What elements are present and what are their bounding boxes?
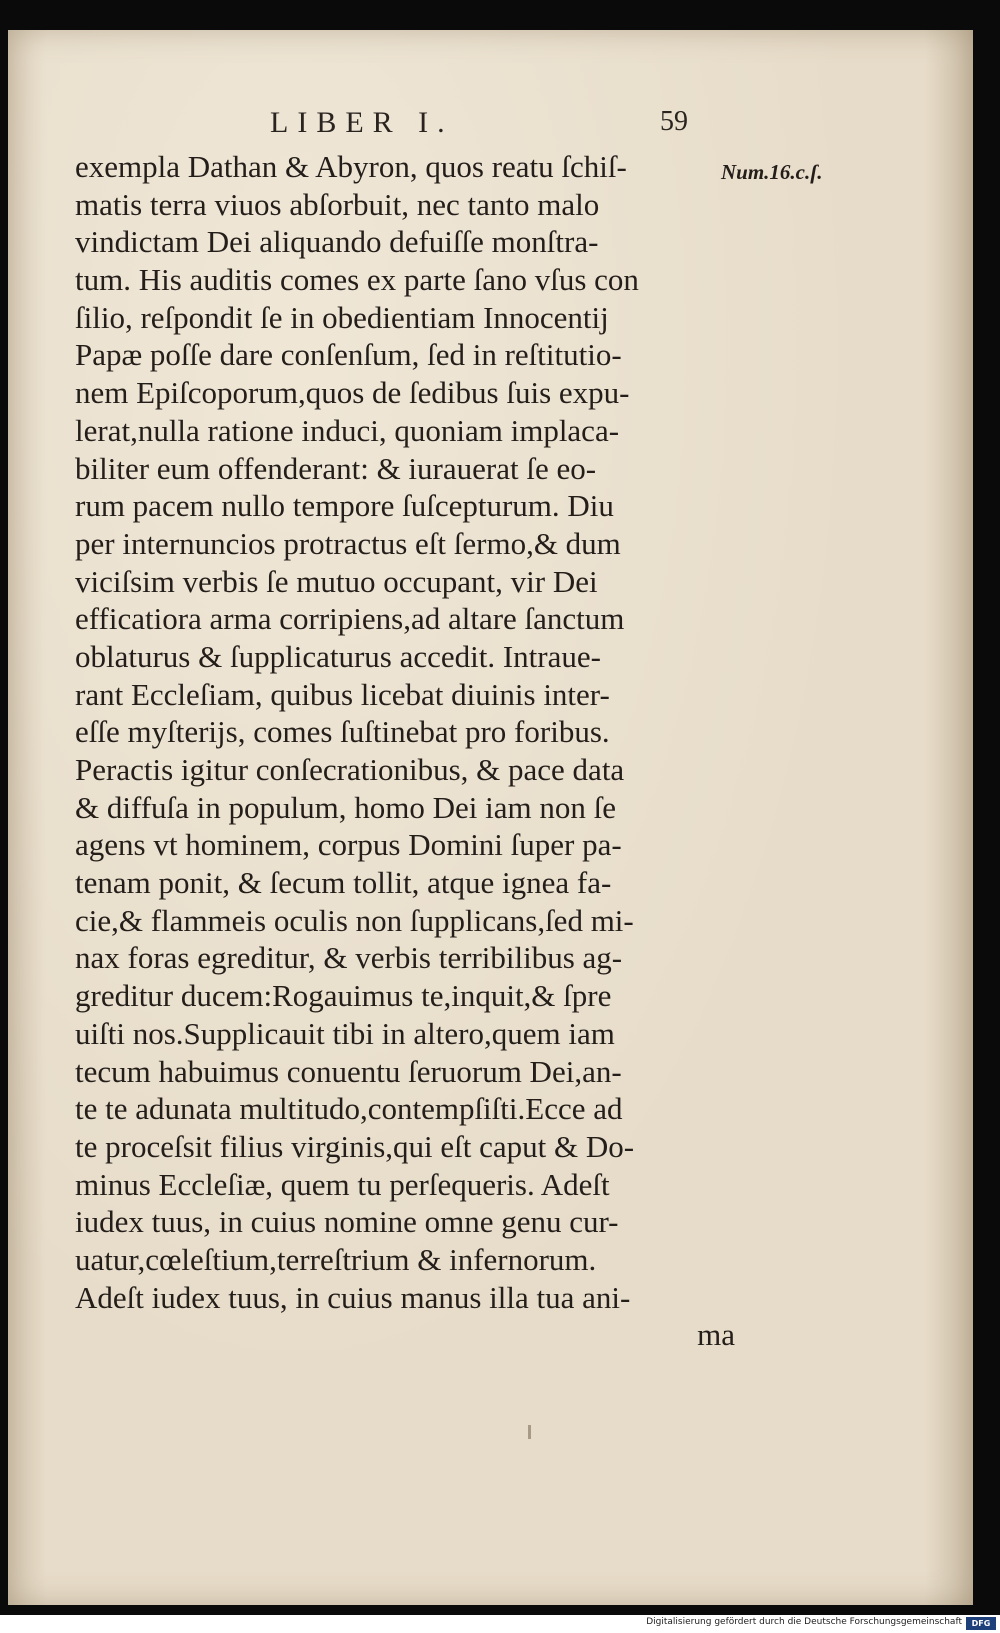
text-line: vindictam Dei aliquando defuiſſe monſtra- [75, 224, 599, 260]
text-line: te proceſsit filius virginis,qui eſt caput & Do- [75, 1128, 635, 1164]
margin-note: Num.16.c.ſ. [721, 160, 823, 184]
text-line: eſſe myſterijs, comes ſuſtinebat pro foribus. [75, 714, 610, 750]
text-line: agens vt hominem, corpus Domini ſuper pa- [75, 827, 622, 863]
text-line: tum. His auditis comes ex parte ſano vſus con [75, 262, 639, 298]
text-line: oblaturus & ſupplicaturus accedit. Intraue- [75, 638, 601, 674]
text-line: Adeſt iudex tuus, in cuius manus illa tua ani- [75, 1279, 631, 1315]
running-head-title: LIBER I. [270, 106, 454, 139]
paper-stain [528, 1425, 531, 1439]
digitization-footer [0, 1615, 1000, 1633]
text-line: nax foras egreditur, & verbis terribilibus ag- [75, 940, 623, 976]
text-line: ſilio, reſpondit ſe in obedientiam Innocentij [75, 299, 609, 335]
text-line: Papæ poſſe dare conſenſum, ſed in reſtitutio- [75, 337, 622, 373]
page-number: 59 [660, 106, 688, 137]
catchword: ma [697, 1317, 735, 1353]
text-line: rum pacem nullo tempore ſuſcepturum. Diu [75, 488, 614, 524]
text-line: cie,& flammeis oculis non ſupplicans,ſed mi- [75, 902, 634, 938]
text-line: uatur,cœleſtium,terreſtrium & infernorum. [75, 1241, 597, 1277]
text-line: lerat,nulla ratione induci, quoniam implaca- [75, 412, 620, 448]
text-line: te te adunata multitudo,contempſiſti.Ecce ad [75, 1091, 623, 1127]
text-line: & diffuſa in populum, homo Dei iam non ſe [75, 789, 617, 825]
book-page [8, 30, 973, 1605]
text-line: greditur ducem:Rogauimus te,inquit,& ſpre [75, 978, 612, 1014]
text-line: rant Eccleſiam, quibus licebat diuinis inter- [75, 676, 610, 712]
text-line: uiſti nos.Supplicauit tibi in altero,quem iam [75, 1015, 615, 1051]
dfg-logo: DFG [966, 1617, 996, 1630]
text-line: matis terra viuos abſorbuit, nec tanto malo [75, 186, 600, 222]
text-line: minus Eccleſiæ, quem tu perſequeris. Adeſt [75, 1166, 610, 1202]
text-line: iudex tuus, in cuius nomine omne genu cur- [75, 1204, 619, 1240]
text-line: viciſsim verbis ſe mutuo occupant, vir Dei [75, 563, 598, 599]
text-line: Peractis igitur conſecrationibus, & pace data [75, 752, 625, 787]
text-line: nem Epiſcoporum,quos de ſedibus ſuis expu- [75, 375, 630, 411]
text-line: biliter eum offenderant: & iurauerat ſe eo- [75, 450, 597, 486]
text-line: efficatiora arma corripiens,ad altare ſanctum [75, 601, 625, 637]
text-line: tecum habuimus conuentu ſeruorum Dei,an- [75, 1053, 622, 1089]
running-head [8, 106, 973, 146]
text-line: tenam ponit, & ſecum tollit, atque ignea fa- [75, 865, 612, 901]
body-text [75, 148, 735, 1354]
text-line: exempla Dathan & Abyron, quos reatu ſchiſ- [75, 149, 627, 184]
footer-credit: Digitalisierung gefördert durch die Deutsche Forschungsgemeinschaft [646, 1617, 962, 1627]
text-line: per internuncios protractus eſt ſermo,& dum [75, 525, 621, 561]
